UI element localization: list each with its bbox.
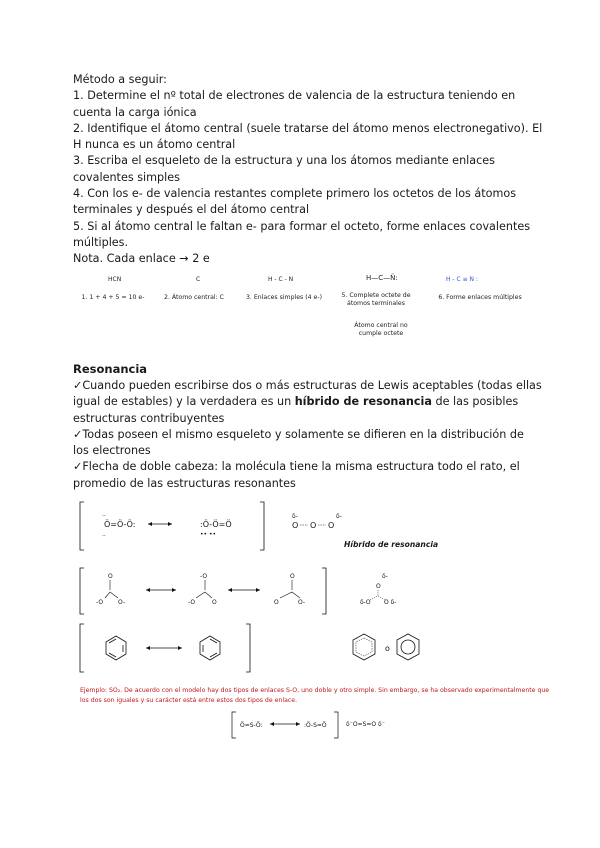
method-step-2: 2. Identifique el átomo central (suele tratarse del átomo menos electronegativo). El H nunca es un átomo central — [73, 121, 543, 152]
method-step-4: 4. Con los e- de valencia restantes complete primero los octetos de los átomos terminales y después el del átomo central — [73, 187, 517, 217]
svg-text:O: O — [290, 573, 295, 580]
method-title: Método a seguir: — [73, 73, 167, 86]
step-label-3: 3. Enlaces simples (4 e-) — [246, 294, 322, 301]
svg-text:..: .. — [102, 511, 106, 518]
method-section — [73, 72, 543, 268]
svg-text:O: O — [376, 583, 381, 590]
svg-text:δ⁻O=S=O δ⁻: δ⁻O=S=O δ⁻ — [346, 721, 385, 728]
svg-text::Ö-Ö=Ö: :Ö-Ö=Ö — [200, 520, 232, 529]
svg-text::Ö-S=Ö: :Ö-S=Ö — [304, 722, 327, 729]
svg-text:..: .. — [102, 531, 106, 538]
method-step-1: 1. Determine el nº total de electrones de valencia de la estructura teniendo en cuenta la carga iónica — [73, 89, 516, 119]
resonance-point-1: ✓Cuando pueden escribirse dos o más estructuras de Lewis aceptables (todas ellas igual de estables) y la verdadera es un híbrido de resonancia de las posibles estructuras contribuyentes — [73, 379, 542, 425]
hcn-formula: HCN — [108, 276, 122, 283]
svg-text:O-: O- — [298, 599, 306, 606]
ozone-resonance-figure — [78, 500, 518, 560]
hcn-octet-structure: H—C—N̈: — [366, 274, 398, 282]
svg-text:O δ-: O δ- — [384, 599, 397, 606]
step-label-5: 5. Complete octete de átomos terminales — [341, 292, 411, 307]
method-step-3: 3. Escriba el esqueleto de la estructura y una los átomos mediante enlaces covalentes simples — [73, 154, 495, 184]
svg-text:O: O — [328, 521, 335, 530]
hybrid-resonance-label: Híbrido de resonancia — [344, 540, 439, 549]
check-icon: ✓ — [73, 379, 83, 392]
so2-example-note: Ejemplo: SO₂. De acuerdo con el modelo hay dos tipos de enlaces S-O, uno doble y otro simple. Sin embargo, se ha observado experimentalmente que los dos son iguales y su carácter está entre estos dos tipos de enlace. — [80, 687, 550, 704]
hcn-multiple-bond-structure: H - C ≡ N : — [446, 276, 478, 283]
step-label-2: 2. Átomo central: C — [164, 294, 224, 301]
central-atom-note: Átomo central no cumple octete — [354, 322, 408, 337]
resonance-point-2: ✓Todas poseen el mismo esqueleto y solamente se difieren en la distribución de los electrones — [73, 427, 524, 458]
check-icon: ✓ — [73, 460, 83, 474]
svg-text:O: O — [108, 573, 113, 580]
benzene-resonance-figure — [78, 622, 518, 682]
svg-text:O-: O- — [118, 599, 126, 606]
svg-text:Ö=Ö-Ö:: Ö=Ö-Ö: — [104, 520, 136, 529]
svg-text:δ-: δ- — [336, 513, 342, 520]
step-label-1: 1. 1 + 4 + 5 = 10 e- — [81, 294, 145, 301]
step-label-6: 6. Forme enlaces múltiples — [438, 294, 522, 301]
hcn-skeleton: H - C - N — [268, 276, 294, 283]
svg-text:•• ••: •• •• — [200, 531, 217, 538]
resonance-points — [73, 378, 543, 492]
hcn-central-atom: C — [196, 276, 201, 283]
svg-text:δ-: δ- — [382, 573, 388, 580]
method-note: Nota. Cada enlace → 2 e — [73, 252, 210, 266]
svg-text:δ-O: δ-O — [360, 599, 371, 606]
method-step-5: 5. Si al átomo central le faltan e- para formar el octeto, forme enlaces covalentes múltiples. — [73, 219, 531, 249]
svg-text:-O: -O — [188, 599, 196, 606]
resonance-point-3: ✓Flecha de doble cabeza: la molécula tiene la misma estructura todo el rato, el promedio de las estructuras resonantes — [73, 460, 520, 490]
hybrid-term: híbrido de resonancia — [294, 395, 432, 409]
svg-text:-O: -O — [200, 573, 208, 580]
svg-text:o: o — [385, 644, 390, 653]
svg-text:O: O — [212, 599, 217, 606]
resonance-title: Resonancia — [73, 362, 148, 376]
carbonate-resonance-figure — [78, 566, 518, 626]
check-icon: ✓ — [73, 427, 83, 441]
svg-text:O: O — [292, 521, 299, 530]
svg-text:-O: -O — [96, 599, 104, 606]
svg-text:δ-: δ- — [292, 513, 298, 520]
svg-text:O: O — [274, 599, 279, 606]
so2-resonance-figure — [232, 712, 432, 742]
svg-text:O: O — [310, 521, 317, 530]
svg-text:Ö=S-Ö:: Ö=S-Ö: — [240, 722, 263, 729]
